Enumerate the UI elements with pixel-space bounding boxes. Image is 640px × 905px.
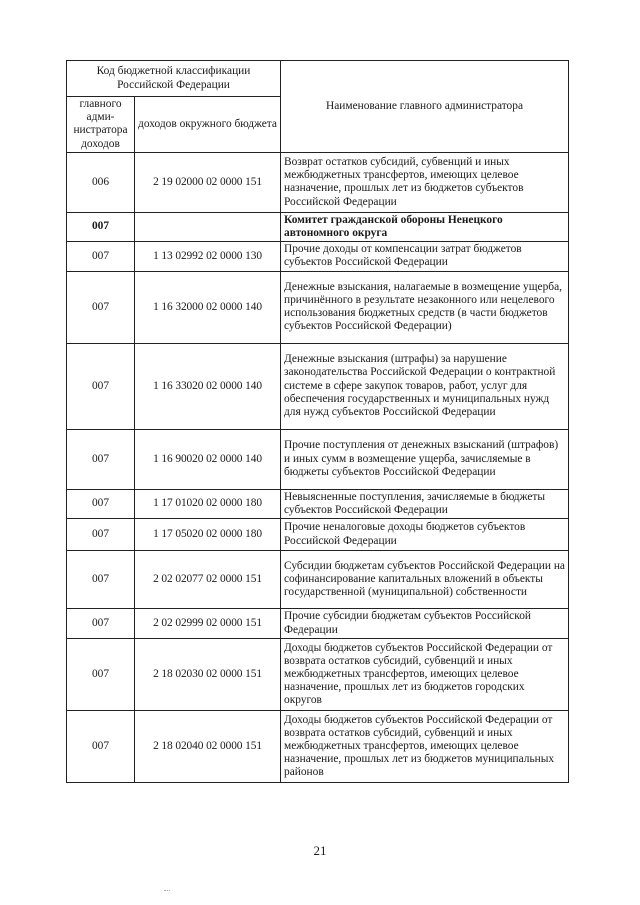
administrator-name-cell: Прочие неналоговые доходы бюджетов субъектов Российской Федерации: [281, 519, 569, 551]
budget-code-cell: 1 16 90020 02 0000 140: [135, 429, 281, 489]
budget-code-cell: 1 16 32000 02 0000 140: [135, 271, 281, 343]
table-row: [67, 489, 569, 518]
table-row: [67, 639, 569, 711]
administrator-name-cell: Возврат остатков субсидий, субвенций и иных межбюджетных трансфертов, имеющих целевое назначение, прошлых лет из бюджетов субъектов Российской Федерации: [281, 152, 569, 212]
budget-code-cell: 2 02 02999 02 0000 151: [135, 609, 281, 639]
administrator-name-cell: Денежные взыскания, налагаемые в возмещение ущерба, причинённого в результате незаконного или нецелевого использования бюджетных средств (в части бюджетов субъектов Российской Федерации): [281, 271, 569, 343]
admin-code-cell: 007: [67, 519, 135, 551]
table-row: [67, 519, 569, 551]
budget-code-cell: 2 18 02030 02 0000 151: [135, 639, 281, 711]
budget-code-cell: 2 19 02000 02 0000 151: [135, 152, 281, 212]
table-row: [67, 271, 569, 343]
budget-code-cell: 1 17 01020 02 0000 180: [135, 489, 281, 518]
table-row: [67, 609, 569, 639]
admin-code-cell: 007: [67, 212, 135, 241]
table-row: [67, 152, 569, 212]
header-name-column: Наименование главного администратора: [281, 61, 569, 153]
admin-code-cell: 007: [67, 242, 135, 271]
administrator-name-cell: Невыясненные поступления, зачисляемые в бюджеты субъектов Российской Федерации: [281, 489, 569, 518]
table-body: [67, 61, 569, 783]
budget-code-cell: 2 18 02040 02 0000 151: [135, 711, 281, 783]
admin-code-cell: 007: [67, 489, 135, 518]
administrator-name-cell: Доходы бюджетов субъектов Российской Федерации от возврата остатков субсидий, субвенций и иных межбюджетных трансфертов, имеющих целевое назначение, прошлых лет из бюджетов муниципальных районов: [281, 711, 569, 783]
admin-code-cell: 006: [67, 152, 135, 212]
header-group-label: Код бюджетной классификации Российской Федерации: [67, 61, 281, 97]
table-row: [67, 343, 569, 429]
administrator-name-cell: Субсидии бюджетам субъектов Российской Федерации на софинансирование капитальных вложений в объекты государственной (муниципальной) собственности: [281, 551, 569, 609]
administrator-name-cell: Прочие доходы от компенсации затрат бюджетов субъектов Российской Федерации: [281, 242, 569, 271]
admin-code-cell: 007: [67, 343, 135, 429]
administrator-name-cell: Доходы бюджетов субъектов Российской Федерации от возврата остатков субсидий, субвенций и иных межбюджетных трансфертов, имеющих целевое назначение, прошлых лет из бюджетов городских округов: [281, 639, 569, 711]
admin-code-cell: 007: [67, 271, 135, 343]
budget-code-cell: 1 17 05020 02 0000 180: [135, 519, 281, 551]
header-row-top: [67, 61, 569, 97]
table-row: [67, 212, 569, 241]
admin-code-cell: 007: [67, 609, 135, 639]
admin-code-cell: 007: [67, 551, 135, 609]
administrator-name-cell: Прочие субсидии бюджетам субъектов Российской Федерации: [281, 609, 569, 639]
table-row: [67, 711, 569, 783]
table-row: [67, 429, 569, 489]
admin-code-cell: 007: [67, 429, 135, 489]
budget-classification-table: [66, 60, 569, 783]
budget-code-cell: [135, 212, 281, 241]
administrator-name-cell: Денежные взыскания (штрафы) за нарушение законодательства Российской Федерации о контрактной системе в сфере закупок товаров, работ, услуг для обеспечения государственных и муниципальных нужд для нужд субъектов Российской Федерации: [281, 343, 569, 429]
page-number: 21: [313, 843, 327, 858]
admin-code-cell: 007: [67, 639, 135, 711]
budget-code-cell: 1 16 33020 02 0000 140: [135, 343, 281, 429]
scan-artifact: [164, 890, 170, 893]
administrator-name-cell: Прочие поступления от денежных взысканий (штрафов) и иных сумм в возмещение ущерба, зачисляемые в бюджеты субъектов Российской Федерации: [281, 429, 569, 489]
header-code-column: доходов окружного бюджета: [135, 97, 281, 153]
table-row: [67, 551, 569, 609]
admin-code-cell: 007: [67, 711, 135, 783]
table-row: [67, 242, 569, 271]
budget-code-cell: 2 02 02077 02 0000 151: [135, 551, 281, 609]
header-admin-column: главного адми-нистратора доходов: [67, 97, 135, 153]
budget-code-cell: 1 13 02992 02 0000 130: [135, 242, 281, 271]
administrator-name-cell: Комитет гражданской обороны Ненецкого автономного округа: [281, 212, 569, 241]
